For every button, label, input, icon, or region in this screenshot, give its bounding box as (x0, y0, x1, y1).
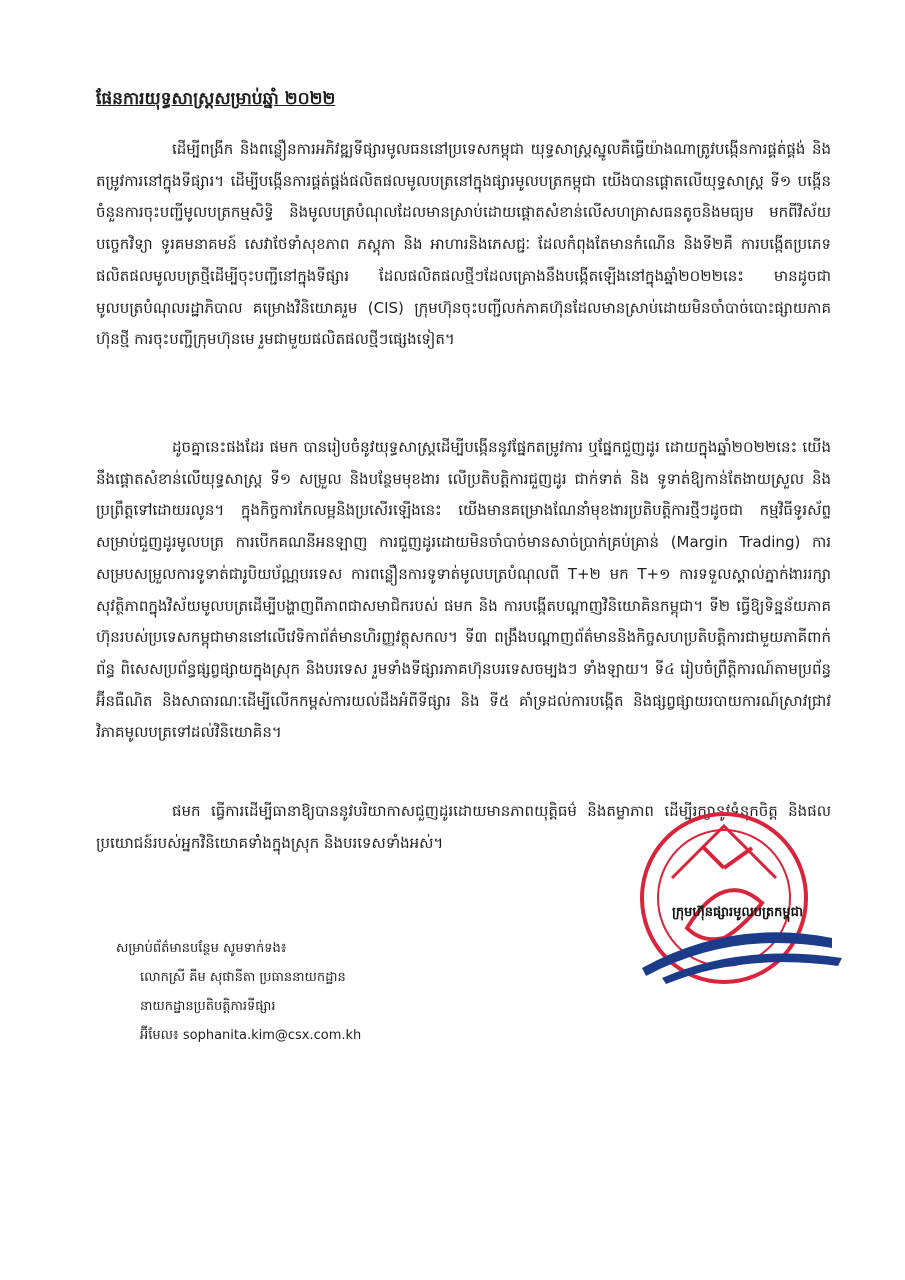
document-title: ផែនការយុទ្ធសាស្ត្រសម្រាប់ឆ្នាំ ២០២២ (96, 89, 336, 109)
contact-block (116, 934, 496, 1050)
paragraph-1: ដើម្បីពង្រីក និងពន្លឿនការអភិវឌ្ឍទីផ្សារមូលធននៅប្រទេសកម្ពុជា យុទ្ធសាស្ត្រស្នូលគឺធ្វើយ៉ាងណាត្រូវបង្កើនការផ្គត់ផ្គង់ និងតម្រូវការនៅក្នុងទីផ្សារ។ ដើម្បីបង្កើនការផ្គត់ផ្គង់ផលិតផលមូលបត្រនៅក្នុងផ្សារមូលបត្រកម្ពុជា យើងបានផ្ដោតលើយុទ្ធសាស្ត្រ ទី១ បង្កើនចំនួនការចុះបញ្ជីមូលបត្រកម្មសិទ្ធិ និងមូលបត្របំណុលដែលមានស្រាប់ដោយផ្ដោតសំខាន់លើសហគ្រាសធនតូចនិងមធ្យម មកពីវិស័យបច្ចេកវិទ្យា ទូរគមនាគមន៍ សេវាថែទាំសុខភាព ភស្តុភា និង អាហារនិងភេសជ្ជៈ ដែលកំពុងតែមានកំណើន និងទី២គឺ ការបង្កើតប្រភេទផលិតផលមូលបត្រថ្មីដើម្បីចុះបញ្ជីនៅក្នុងទីផ្សារ ដែលផលិតផលថ្មីៗដែលគ្រោងនឹងបង្កើតឡើងនៅក្នុងឆ្នាំ២០២២នេះ មានដូចជា មូលបត្របំណុលរដ្ឋាភិបាល គម្រោងវិនិយោគរួម (CIS) ក្រុមហ៊ុនចុះបញ្ជីលក់ភាគហ៊ុនដែលមានស្រាប់ដោយមិនចាំបាច់បោះផ្សាយភាគហ៊ុនថ្មី ការចុះបញ្ជីក្រុមហ៊ុនមេ រួមជាមួយផលិតផលថ្មីៗផ្សេងទៀត។ (96, 140, 831, 349)
contact-name: លោកស្រី គីម សុផានីតា ប្រធាននាយកដ្ឋាន (140, 970, 346, 985)
contact-email: អ៊ីមែល៖ sophanita.kim@csx.com.kh (140, 1028, 362, 1043)
contact-department: នាយកដ្ឋានប្រតិបត្តិការទីផ្សារ (140, 999, 276, 1014)
official-seal (632, 808, 852, 988)
paragraph-2: ដូចគ្នានេះផងដែរ ផមក បានរៀបចំនូវយុទ្ធសាស្ត្រដើម្បីបង្កើននូវផ្នែកតម្រូវការ ឬផ្នែកជួញដូរ ដោយក្នុងឆ្នាំ២០២២នេះ យើងនឹងផ្ដោតសំខាន់លើយុទ្ធសាស្ត្រ ទី១ សម្រួល និងបន្ថែមមុខងារ លើប្រតិបត្តិការជួញដូរ ជាក់ទាត់ និង ទូទាត់ឱ្យកាន់តែងាយស្រួល និងប្រព្រឹត្តទៅដោយរលូន។ ក្នុងកិច្ចការកែលម្អនិងប្រសើរឡើងនេះ យើងមានគម្រោងណែនាំមុខងារប្រតិបត្តិការថ្មីៗដូចជា កម្មវិធីទូរស័ព្ទសម្រាប់ជួញដូរមូលបត្រ ការបើកគណនីអនឡាញ ការជួញដូរដោយមិនចាំបាច់មានសាច់ប្រាក់គ្រប់គ្រាន់ (Margin Trading) ការសម្របសម្រួលការទូទាត់ជារូបិយប័ណ្ណបរទេស ការពន្លឿនការទូទាត់មូលបត្របំណុលពី T+២ មក T+១ ការទទួលស្គាល់ភ្នាក់ងាររក្សាសុវត្ថិភាពក្នុងវិស័យមូលបត្រដើម្បីបង្ហាញពីភាពជាសមាជិករបស់ ផមក និង ការបង្កើតបណ្ដាញវិនិយោគិនកម្ពុជា។ ទី២ ធ្វើឱ្យទិន្នន័យភាគហ៊ុនរបស់ប្រទេសកម្ពុជាមាននៅលើវេទិកាព័ត៌មានហិរញ្ញវត្ថុសកល។ ទី៣ ពង្រឹងបណ្ដាញព័ត៌មាននិងកិច្ចសហប្រតិបត្តិការជាមួយភាគីពាក់ព័ន្ធ ពិសេសប្រព័ន្ធផ្សព្វផ្សាយក្នុងស្រុក និងបរទេស រួមទាំងទីផ្សារភាគហ៊ុនបរទេសចម្បងៗ ទាំងឡាយ។ ទី៤ រៀបចំព្រឹត្តិការណ៍តាមប្រព័ន្ធអ៊ីនធឺណិត និងសាធារណៈដើម្បីលើកកម្ពស់ការយល់ដឹងអំពីទីផ្សារ និង ទី៥ គាំទ្រដល់ការបង្កើត និងផ្សព្វផ្សាយរបាយការណ៍ស្រាវជ្រាវវិភាគមូលបត្រទៅដល់វិនិយោគិន។ (96, 438, 831, 742)
contact-intro: សម្រាប់ព័ត៌មានបន្ថែម សូមទាក់ទង៖ (116, 941, 287, 956)
signature-organization-name: ក្រុមហ៊ុនផ្សារមូលបត្រកម្ពុជា (671, 905, 804, 920)
paragraph-3: ផមក ធ្វើការដើម្បីធានាឱ្យបាននូវបរិយាកាសជួញដូរដោយមានភាពយុត្តិធម៌ និងតម្លាភាព ដើម្បីរក្សានូវទំនុកចិត្ត និងផលប្រយោជន៍របស់អ្នកវិនិយោគទាំងក្នុងស្រុក និងបរទេសទាំងអស់។ (96, 802, 831, 852)
seal-graphic (632, 808, 852, 988)
